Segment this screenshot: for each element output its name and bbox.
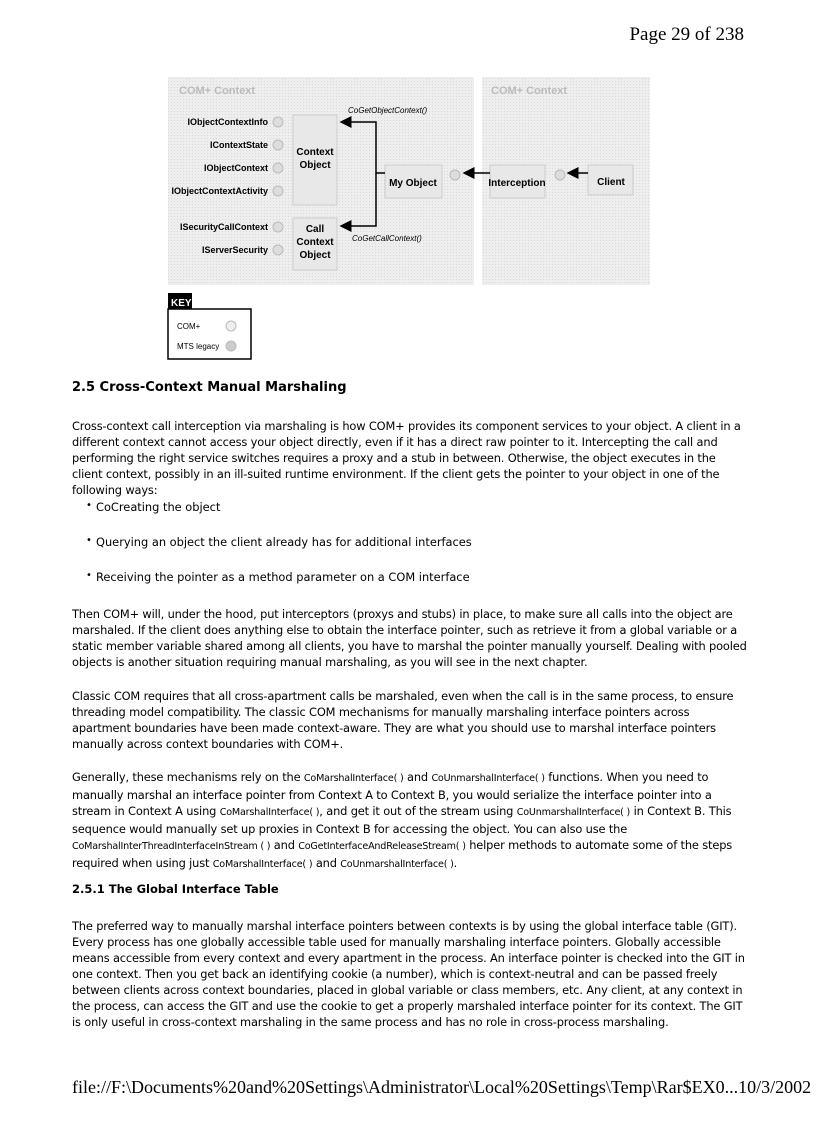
interface-label: IContextState <box>209 140 268 150</box>
key-box <box>168 309 251 359</box>
inline-code: CoMarshalInterThreadInterfaceInStream ( ) <box>72 841 271 852</box>
paragraph: Cross-context call interception via marshaling is how COM+ provides its component services to your object. A client in a different context cannot access your object directly, even if it has a direct raw pointer to it. Intercepting the call and performing the right service switches requires a proxy and a stub in between. Otherwise, the object executes in the client context, possibly in an ill-suited runtime environment. If the client gets the pointer to your object in one of the following ways: <box>72 419 741 497</box>
inline-code: CoMarshalInterface( ) <box>303 773 404 784</box>
bullet-item: • Receiving the pointer as a method parameter on a COM interface <box>96 570 470 584</box>
co-get-object-context-label: CoGetObjectContext() <box>348 106 428 115</box>
interface-label: IObjectContextActivity <box>171 186 268 196</box>
call-context-object-label: Call <box>305 224 325 235</box>
inline-code: CoMarshalInterface( ) <box>212 859 313 870</box>
svg-text:Object: Object <box>299 160 331 171</box>
interface-label: IObjectContext <box>203 163 268 173</box>
key-mts-legacy: MTS legacy <box>177 342 220 351</box>
paragraph: The preferred way to manually marshal interface pointers between contexts is by using the global interface table (GIT). Every process has one globally accessible table used for manually marshaling interface pointers. Globally accessible means accessible from every context and every apartment in the process. An interface pointer is checked into the GIT in one context. Then you get back an identifying cookie (a number), which is context-neutral and can be passed freely between clients across context boundaries, placed in global variable or class members, etc. Any client, at any context in the process, can access the GIT and use the cookie to get a properly marshaled interface pointer for its context. The GIT is only useful in cross-context marshaling in the same process and has no role in cross-process marshaling. <box>72 919 745 1029</box>
text-run: functions. When you need to manually marshal an interface pointer from Context A to Context B, you would serialize the interface pointer into a stream in Context A using <box>72 770 712 818</box>
file-path: file://F:\Documents%20and%20Settings\Administrator\Local%20Settings\Temp\Rar$EX0... <box>72 1077 739 1097</box>
paragraph: Classic COM requires that all cross-apartment calls be marshaled, even when the call is in the same process, to ensure threading model compatibility. The classic COM mechanisms for manually marshaling interface pointers across apartment boundaries have been made context-aware. They are what you should use to marshal interface pointers manually across context boundaries with COM+. <box>72 689 734 751</box>
key-com-plus: COM+ <box>177 322 201 331</box>
left-context-label: COM+ Context <box>179 85 256 97</box>
svg-text:Object: Object <box>299 250 331 261</box>
bullet-item: • Querying an object the client already has for additional interfaces <box>96 535 472 549</box>
right-context-label: COM+ Context <box>491 85 568 97</box>
my-object-label: My Object <box>389 178 437 189</box>
section-heading: 2.5 Cross-Context Manual Marshaling <box>72 380 347 395</box>
paragraph-marshal-apis <box>72 769 748 873</box>
text-run: . <box>453 856 458 870</box>
page-footer <box>72 1077 812 1098</box>
text-run: , and get it out of the stream using <box>319 804 517 818</box>
inline-code: CoMarshalInterface( ) <box>219 807 320 818</box>
interception-label: Interception <box>488 178 546 189</box>
interface-label: ISecurityCallContext <box>179 222 268 232</box>
interface-label: IServerSecurity <box>201 245 268 255</box>
subsection-heading: 2.5.1 The Global Interface Table <box>72 882 279 896</box>
inline-code: CoGetInterfaceAndReleaseStream( ) <box>298 841 466 852</box>
inline-code: CoUnmarshalInterface( ) <box>431 773 545 784</box>
com-context-diagram <box>165 75 655 365</box>
text-run: in Context B. This sequence would manually set up proxies in Context B for accessing the object. You can also use the <box>72 804 732 836</box>
inline-code: CoUnmarshalInterface( ) <box>516 807 631 818</box>
context-object-label: Context <box>296 147 334 158</box>
text-run: helper methods to automate some of the steps required when using just <box>72 838 733 870</box>
interface-label: IObjectContextInfo <box>187 117 268 127</box>
inline-code: CoUnmarshalInterface( ) <box>340 859 454 870</box>
key-title: KEY <box>171 298 192 309</box>
text-run: and <box>312 856 341 870</box>
paragraph: Then COM+ will, under the hood, put interceptors (proxys and stubs) in place, to make sure all calls into the object are marshaled. If the client does anything else to obtain the interface pointer, such as retrieve it from a global variable or a static member variable shared among all clients, you have to marshal the pointer manually yourself. Dealing with pooled objects is another situation requiring manual marshaling, as you will see in the next chapter. <box>72 607 747 669</box>
client-label: Client <box>597 177 625 188</box>
page-number: Page 29 of 238 <box>629 24 744 45</box>
text-run: and <box>403 770 432 784</box>
svg-text:Context: Context <box>296 237 334 248</box>
bullet-item: • CoCreating the object <box>96 500 220 514</box>
print-date: 10/3/2002 <box>738 1077 812 1097</box>
co-get-call-context-label: CoGetCallContext() <box>352 234 422 243</box>
text-run: Generally, these mechanisms rely on the <box>72 770 304 784</box>
text-run: and <box>270 838 299 852</box>
